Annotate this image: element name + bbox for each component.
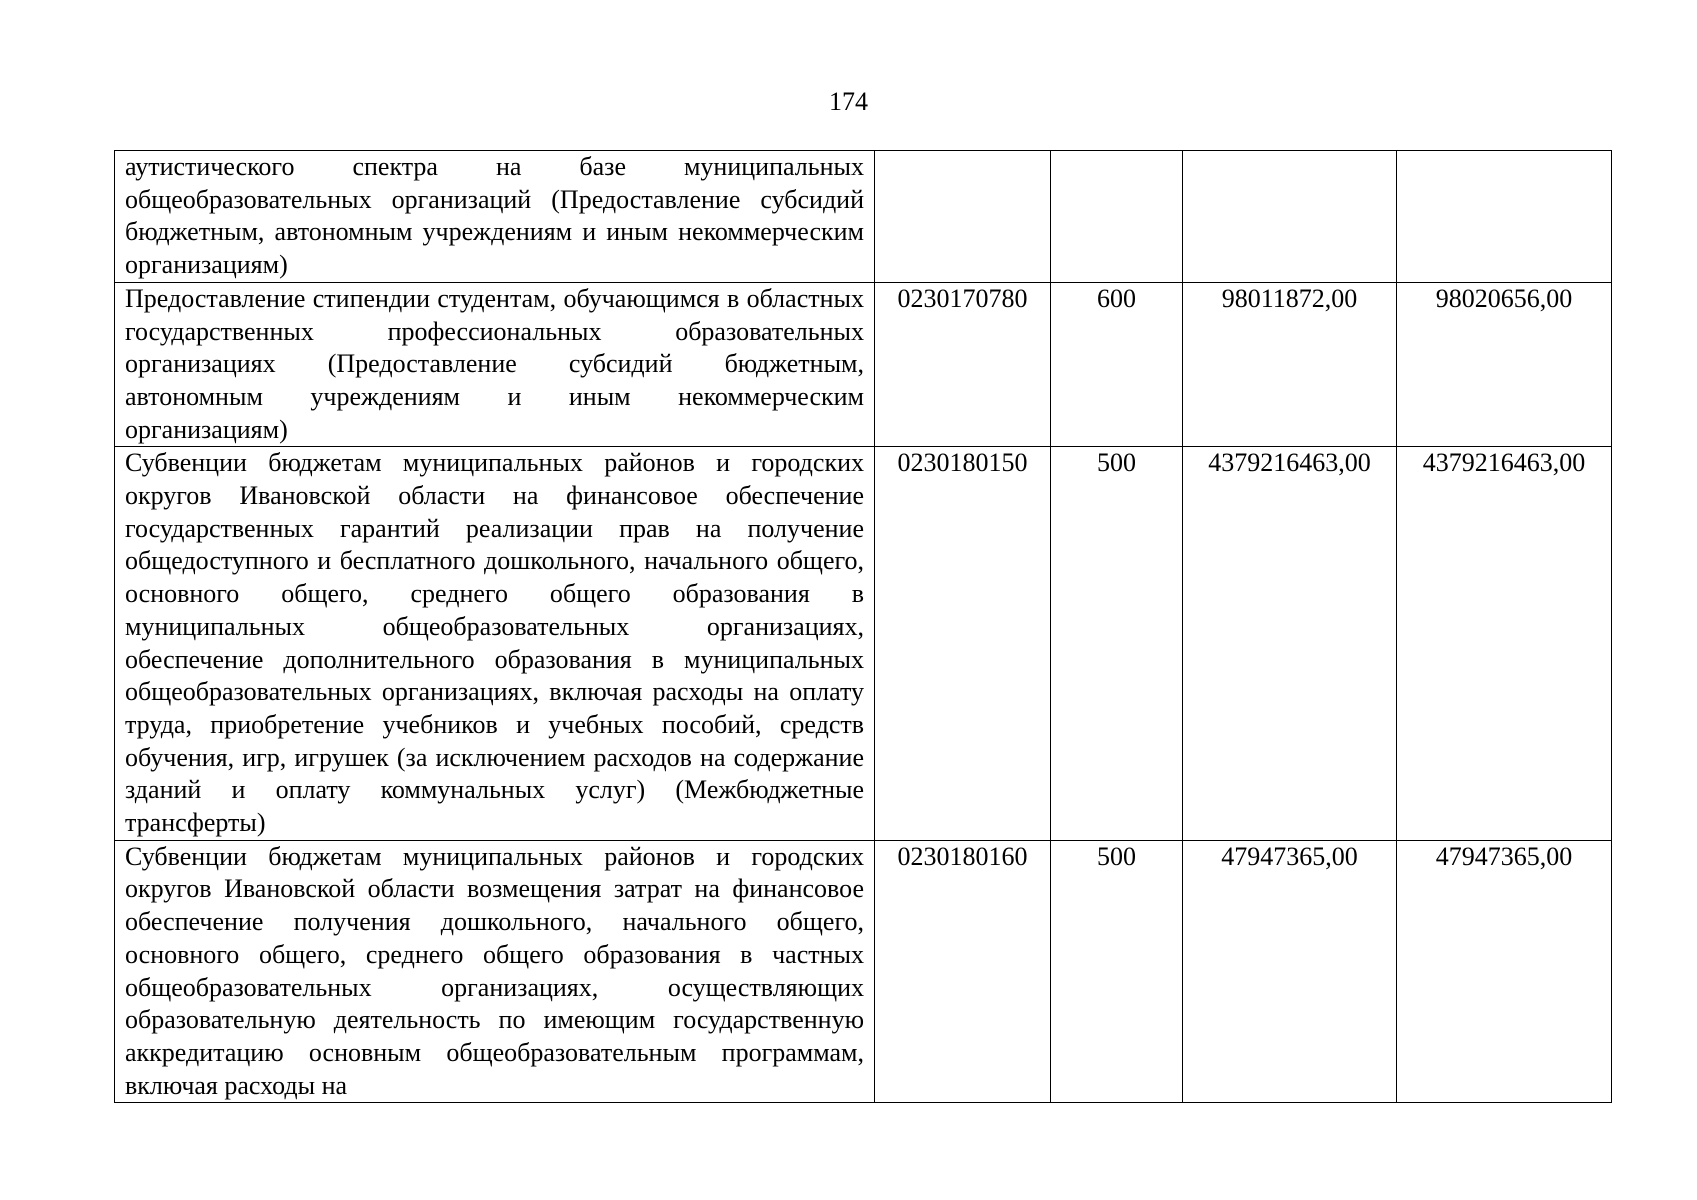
row-description: Предоставление стипендии студентам, обучающимся в областных государственных профессиональных образовательных организациях (Предоставление субсидий бюджетным, автономным учреждениям и иным некоммерческим организациям) — [115, 282, 875, 447]
table-row — [115, 840, 1612, 1103]
row-code: 0230180160 — [875, 840, 1051, 1103]
row-value-1: 47947365,00 — [1183, 840, 1397, 1103]
table-row — [115, 282, 1612, 447]
row-code — [875, 151, 1051, 283]
row-value-2: 98020656,00 — [1397, 282, 1612, 447]
row-value-1: 4379216463,00 — [1183, 447, 1397, 840]
table-row — [115, 447, 1612, 840]
row-value-2: 47947365,00 — [1397, 840, 1612, 1103]
row-type: 500 — [1051, 840, 1183, 1103]
row-value-1: 98011872,00 — [1183, 282, 1397, 447]
row-type: 500 — [1051, 447, 1183, 840]
row-type: 600 — [1051, 282, 1183, 447]
row-description: Субвенции бюджетам муниципальных районов и городских округов Ивановской области на финансовое обеспечение государственных гарантий реализации прав на получение общедоступного и бесплатного дошкольного, начального общего, основного общего, среднего общего образования в муниципальных общеобразовательных организациях, обеспечение дополнительного образования в муниципальных общеобразовательных организациях, включая расходы на оплату труда, приобретение учебников и учебных пособий, средств обучения, игр, игрушек (за исключением расходов на содержание зданий и оплату коммунальных услуг) (Межбюджетные трансферты) — [115, 447, 875, 840]
row-value-1 — [1183, 151, 1397, 283]
page-number: 174 — [829, 87, 868, 116]
row-description: Субвенции бюджетам муниципальных районов и городских округов Ивановской области возмещения затрат на финансовое обеспечение получения дошкольного, начального общего, основного общего, среднего общего образования в частных общеобразовательных организациях, осуществляющих образовательную деятельность по имеющим государственную аккредитацию основным общеобразовательным программам, включая расходы на — [115, 840, 875, 1103]
table-row — [115, 151, 1612, 283]
row-code: 0230180150 — [875, 447, 1051, 840]
row-description: аутистического спектра на базе муниципальных общеобразовательных организаций (Предоставление субсидий бюджетным, автономным учреждениям и иным некоммерческим организациям) — [115, 151, 875, 283]
row-code: 0230170780 — [875, 282, 1051, 447]
row-value-2: 4379216463,00 — [1397, 447, 1612, 840]
budget-table — [114, 150, 1612, 1103]
row-value-2 — [1397, 151, 1612, 283]
row-type — [1051, 151, 1183, 283]
